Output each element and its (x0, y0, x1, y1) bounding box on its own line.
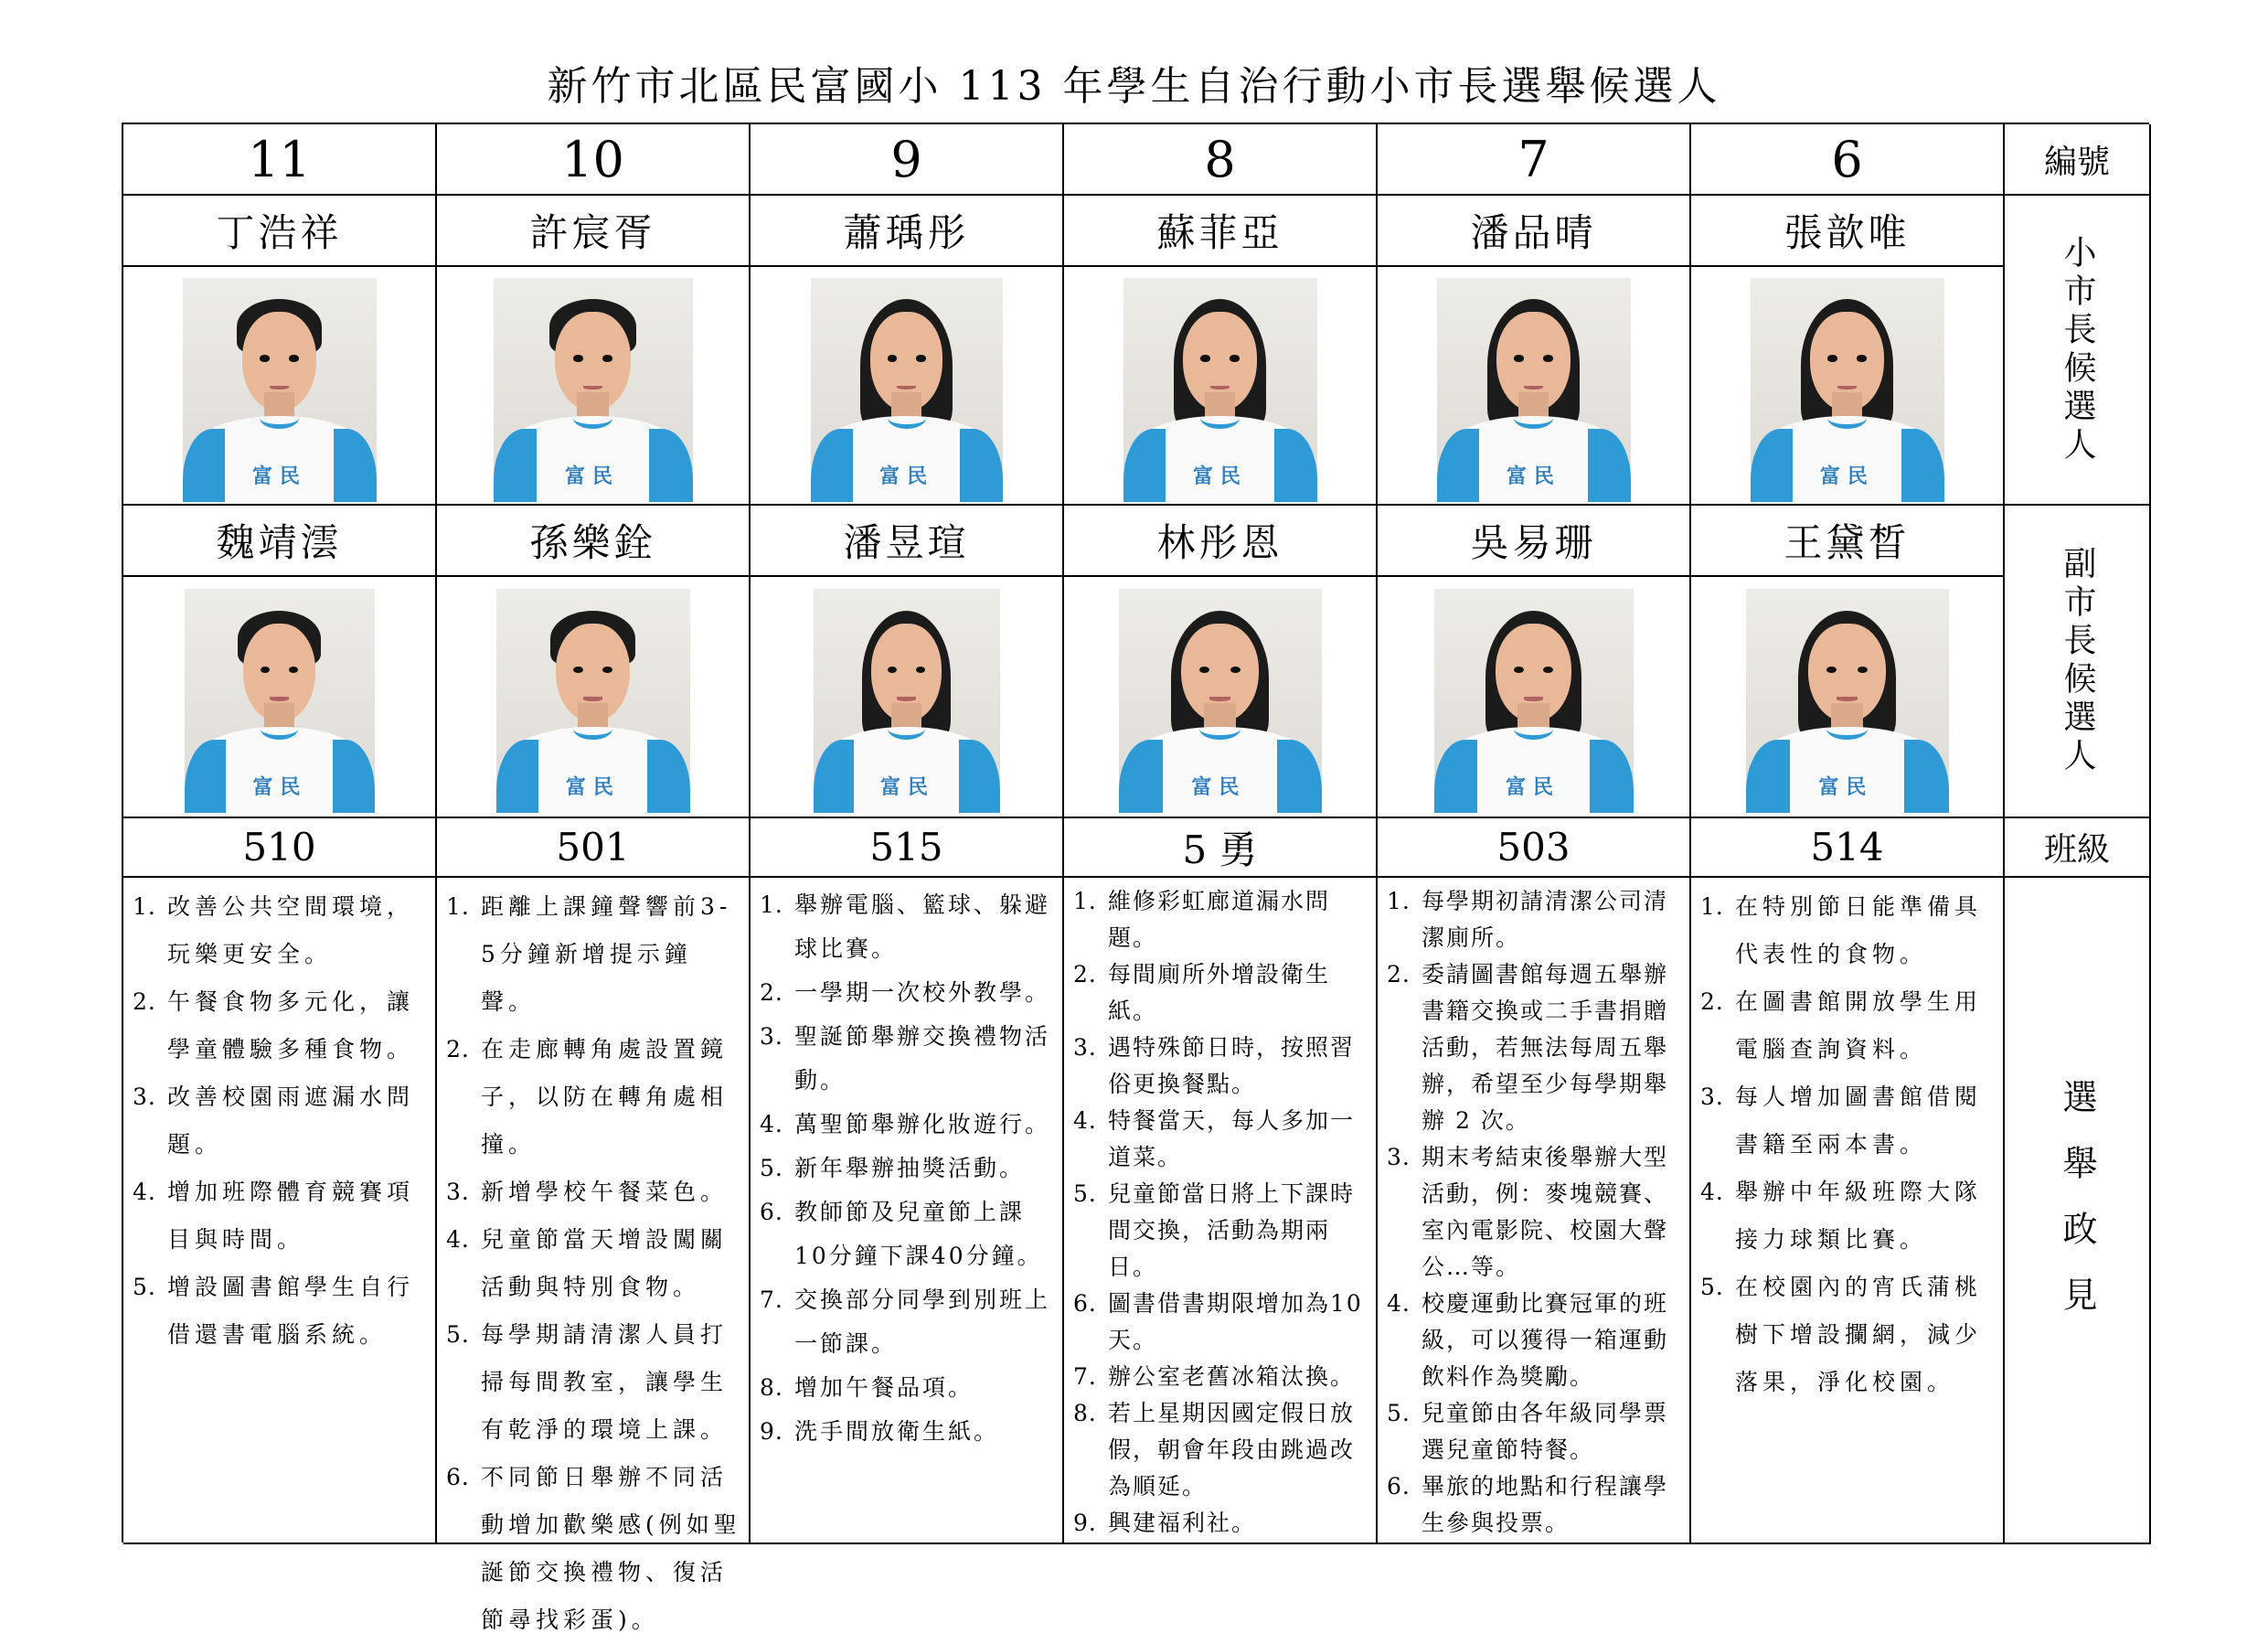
platform-item-number: 8. (760, 1374, 783, 1401)
platform-item-number: 4. (133, 1179, 156, 1205)
row-label-platform-text: 選舉政見 (2057, 1078, 2097, 1342)
mayor-name: 蕭瑀彤 (751, 196, 1064, 267)
platform-item-number: 3. (1700, 1084, 1724, 1110)
platform-item-number: 1. (760, 891, 783, 918)
class-value: 5 勇 (1064, 818, 1378, 878)
platform-item-text: 交換部分同學到別班上一節課。 (794, 1286, 1051, 1357)
platform-item-text: 在圖書館開放學生用電腦查詢資料。 (1735, 988, 1983, 1062)
platform-item-number: 6. (1073, 1290, 1097, 1317)
platform-item-number: 1. (446, 893, 470, 920)
mayor-photo-cell (1691, 267, 2005, 506)
platform-item-text: 增加午餐品項。 (794, 1374, 974, 1401)
class-value: 503 (1378, 818, 1691, 878)
vice-mayor-photo (814, 589, 1000, 805)
mayor-photo (1123, 278, 1317, 494)
platform-item (133, 1073, 428, 1169)
vice-mayor-name: 林彤恩 (1064, 506, 1378, 577)
platform-item-text: 畢旅的地點和行程讓學生參與投票。 (1421, 1473, 1669, 1536)
platform-item-number: 2. (1387, 961, 1411, 987)
mayor-name: 張歆唯 (1691, 196, 2005, 267)
platform-item-number: 4. (760, 1111, 783, 1137)
platform-list (133, 883, 428, 1359)
mayor-photo (494, 278, 693, 494)
platform-item-text: 兒童節當天增設闖關活動與特別食物。 (481, 1226, 729, 1300)
class-value: 514 (1691, 818, 2005, 878)
candidate-number: 9 (751, 124, 1064, 196)
platform-item (1700, 1169, 1996, 1264)
platform-item (133, 978, 428, 1073)
vice-mayor-photo-cell (1691, 577, 2005, 818)
platform-item (446, 1026, 741, 1169)
platform-item-number: 1. (1073, 888, 1097, 914)
vice-mayor-photo-cell (751, 577, 1064, 818)
platform-item-number: 6. (446, 1464, 470, 1490)
row-label-mayor (2005, 196, 2151, 506)
vice-mayor-name: 魏靖澐 (123, 506, 437, 577)
platform-item-text: 增加班際體育競賽項目與時間。 (167, 1179, 415, 1253)
shirt-logo: 富民 (1819, 464, 1875, 488)
platform-item (1073, 1505, 1368, 1542)
row-label-platform (2005, 878, 2151, 1544)
platform-item-text: 維修彩虹廊道漏水問題。 (1108, 888, 1331, 951)
platform-item-text: 改善公共空間環境，玩樂更安全。 (167, 893, 415, 967)
candidate-number: 8 (1064, 124, 1378, 196)
platform-item-number: 1. (1700, 893, 1724, 920)
platform-item (760, 1410, 1055, 1454)
platform-item-text: 每學期初請清潔公司清潔廁所。 (1421, 888, 1669, 951)
platform-item (1387, 1395, 1682, 1468)
platform-item (1387, 1468, 1682, 1542)
class-value: 501 (437, 818, 751, 878)
platform-item-number: 5. (760, 1155, 783, 1181)
shirt-logo: 富民 (1192, 464, 1248, 488)
vice-mayor-photo-cell (123, 577, 437, 818)
platform-item (1073, 1030, 1368, 1103)
platform-item (1073, 1176, 1368, 1286)
platform-item-text: 午餐食物多元化，讓學童體驗多種食物。 (167, 988, 415, 1062)
platform-item (1387, 1139, 1682, 1286)
mayor-photo-cell (437, 267, 751, 506)
candidate-table (122, 123, 2149, 1633)
platform-cell (1691, 878, 2005, 1544)
mayor-photo-cell (1378, 267, 1691, 506)
platform-item-text: 萬聖節舉辦化妝遊行。 (794, 1111, 1051, 1137)
vice-mayor-photo (1434, 589, 1634, 805)
platform-list (760, 883, 1055, 1454)
platform-item-text: 每間廁所外增設衛生紙。 (1108, 961, 1331, 1024)
platform-item-number: 6. (1387, 1473, 1411, 1500)
mayor-photo-cell (751, 267, 1064, 506)
platform-item (1387, 956, 1682, 1139)
row-label-mayor-text: 小市長候選人 (2059, 234, 2096, 465)
platform-cell (1064, 878, 1378, 1544)
platform-item (1700, 883, 1996, 978)
platform-item-text: 委請圖書館每週五舉辦書籍交換或二手書捐贈活動，若無法每周五舉辦，希望至少每學期舉辦 2 次。 (1421, 961, 1669, 1134)
platform-item-number: 2. (446, 1036, 470, 1062)
shirt-logo: 富民 (1191, 775, 1247, 800)
platform-item (446, 1169, 741, 1216)
mayor-photo-cell (123, 267, 437, 506)
class-value: 510 (123, 818, 437, 878)
candidate-number: 7 (1378, 124, 1691, 196)
mayor-photo-cell (1064, 267, 1378, 506)
platform-item-number: 2. (1700, 988, 1724, 1015)
platform-item-number: 3. (760, 1023, 783, 1050)
shirt-logo: 富民 (1506, 464, 1561, 488)
platform-list (1387, 883, 1682, 1542)
row-label-vice-mayor (2005, 506, 2151, 818)
platform-item-text: 改善校園雨遮漏水問題。 (167, 1084, 415, 1158)
platform-item-text: 舉辦電腦、籃球、躲避球比賽。 (794, 891, 1051, 962)
platform-item-number: 9. (1073, 1510, 1097, 1536)
platform-item (760, 883, 1055, 971)
platform-item-number: 7. (760, 1286, 783, 1313)
platform-item (446, 1311, 741, 1454)
vice-mayor-photo-cell (1378, 577, 1691, 818)
platform-item-text: 遇特殊節日時，按照習俗更換餐點。 (1108, 1034, 1356, 1097)
platform-item-number: 5. (446, 1321, 470, 1348)
vice-mayor-photo (1119, 589, 1322, 805)
row-label-class: 班級 (2005, 818, 2151, 878)
platform-item (133, 1169, 428, 1264)
platform-item-number: 4. (1387, 1290, 1411, 1317)
shirt-logo: 富民 (252, 775, 308, 800)
platform-item-text: 一學期一次校外教學。 (794, 979, 1051, 1006)
platform-item-text: 興建福利社。 (1108, 1510, 1257, 1536)
platform-item-number: 1. (1387, 888, 1411, 914)
platform-item-text: 圖書借書期限增加為10天。 (1108, 1290, 1363, 1353)
mayor-photo (183, 278, 377, 494)
platform-item (1073, 1359, 1368, 1395)
shirt-logo: 富民 (879, 775, 935, 800)
platform-item-number: 5. (133, 1274, 156, 1300)
platform-item-text: 在走廊轉角處設置鏡子，以防在轉角處相撞。 (481, 1036, 729, 1158)
vice-mayor-photo (185, 589, 375, 805)
shirt-logo: 富民 (879, 464, 935, 488)
platform-item (760, 1015, 1055, 1103)
platform-item-text: 新增學校午餐菜色。 (481, 1179, 729, 1205)
platform-item-text: 聖誕節舉辦交換禮物活動。 (794, 1023, 1051, 1094)
platform-item (760, 1103, 1055, 1147)
platform-item-number: 3. (1387, 1144, 1411, 1170)
platform-item-number: 5. (1700, 1274, 1724, 1300)
platform-item-number: 2. (1073, 961, 1097, 987)
platform-item (446, 883, 741, 1026)
platform-item-number: 1. (133, 893, 156, 920)
vice-mayor-name: 孫樂銓 (437, 506, 751, 577)
platform-item-text: 在校園內的宵氏蒲桃樹下增設攔網，減少落果，淨化校園。 (1735, 1274, 1983, 1395)
platform-item (446, 1454, 741, 1644)
platform-item-text: 兒童節由各年級同學票選兒童節特餐。 (1421, 1400, 1669, 1463)
platform-item-text: 每人增加圖書館借閱書籍至兩本書。 (1735, 1084, 1983, 1158)
platform-item-number: 3. (1073, 1034, 1097, 1061)
platform-item-number: 4. (1073, 1107, 1097, 1134)
platform-item-text: 舉辦中年級班際大隊接力球類比賽。 (1735, 1179, 1983, 1253)
mayor-name: 許宸胥 (437, 196, 751, 267)
platform-item (133, 1264, 428, 1359)
platform-list (446, 883, 741, 1644)
row-label-vice-mayor-text: 副市長候選人 (2059, 546, 2096, 776)
platform-item-number: 6. (760, 1199, 783, 1225)
platform-item-number: 9. (760, 1418, 783, 1445)
platform-item-number: 3. (133, 1084, 156, 1110)
vice-mayor-photo (496, 589, 690, 805)
platform-item-text: 新年舉辦抽獎活動。 (794, 1155, 1026, 1181)
platform-list (1700, 883, 1996, 1406)
platform-item-number: 3. (446, 1179, 470, 1205)
platform-item (1073, 1286, 1368, 1359)
platform-item-number: 4. (1700, 1179, 1724, 1205)
platform-item-number: 4. (446, 1226, 470, 1253)
shirt-logo: 富民 (565, 775, 621, 800)
platform-item-number: 2. (760, 979, 783, 1006)
platform-item-number: 5. (1073, 1180, 1097, 1207)
platform-item (760, 971, 1055, 1015)
candidate-number: 10 (437, 124, 751, 196)
candidate-number: 11 (123, 124, 437, 196)
platform-item (446, 1216, 741, 1311)
mayor-name: 丁浩祥 (123, 196, 437, 267)
page-title: 新竹市北區民富國小 113 年學生自治行動小市長選舉候選人 (547, 63, 1721, 110)
platform-item (760, 1366, 1055, 1410)
platform-item-text: 每學期請清潔人員打掃每間教室，讓學生有乾淨的環境上課。 (481, 1321, 729, 1443)
shirt-logo: 富民 (564, 464, 620, 488)
platform-cell (437, 878, 751, 1633)
platform-item-text: 期末考結束後舉辦大型活動，例：麥塊競賽、室內電影院、校園大聲公…等。 (1421, 1144, 1669, 1280)
platform-cell (1378, 878, 1691, 1544)
vice-mayor-name: 王黛晳 (1691, 506, 2005, 577)
platform-item (1700, 978, 1996, 1073)
platform-item (1387, 883, 1682, 956)
platform-item (1700, 1264, 1996, 1406)
platform-item-number: 7. (1073, 1363, 1097, 1390)
vice-mayor-photo-cell (437, 577, 751, 818)
platform-item-text: 距離上課鐘聲響前3-5分鐘新增提示鐘聲。 (481, 893, 732, 1015)
platform-item (1073, 956, 1368, 1030)
mayor-name: 蘇菲亞 (1064, 196, 1378, 267)
platform-item-text: 在特別節日能準備具代表性的食物。 (1735, 893, 1983, 967)
platform-item-text: 教師節及兒童節上課10分鐘下課40分鐘。 (794, 1199, 1043, 1269)
platform-cell (123, 878, 437, 1544)
platform-item-number: 2. (133, 988, 156, 1015)
platform-item-number: 8. (1073, 1400, 1097, 1426)
class-value: 515 (751, 818, 1064, 878)
platform-item-text: 特餐當天，每人多加一道菜。 (1108, 1107, 1356, 1170)
platform-item (1387, 1286, 1682, 1395)
platform-item-text: 洗手間放衛生紙。 (794, 1418, 1000, 1445)
platform-item (133, 883, 428, 978)
platform-item-number: 5. (1387, 1400, 1411, 1426)
vice-mayor-photo (1746, 589, 1949, 805)
candidate-number: 6 (1691, 124, 2005, 196)
platform-item-text: 增設圖書館學生自行借還書電腦系統。 (167, 1274, 415, 1348)
platform-cell (751, 878, 1064, 1544)
platform-item (1700, 1073, 1996, 1169)
vice-mayor-name: 吳易珊 (1378, 506, 1691, 577)
platform-item (760, 1278, 1055, 1366)
platform-item-text: 若上星期因國定假日放假，朝會年段由跳過改為順延。 (1108, 1400, 1356, 1500)
platform-item (1073, 883, 1368, 956)
platform-item-text: 不同節日舉辦不同活動增加歡樂感(例如聖誕節交換禮物、復活節尋找彩蛋)。 (481, 1464, 741, 1633)
vice-mayor-name: 潘昱瑄 (751, 506, 1064, 577)
shirt-logo: 富民 (1818, 775, 1874, 800)
shirt-logo: 富民 (251, 464, 307, 488)
mayor-photo (811, 278, 1003, 494)
platform-item (760, 1190, 1055, 1278)
row-label-number: 編號 (2005, 124, 2151, 196)
platform-item (1073, 1395, 1368, 1505)
mayor-photo (1437, 278, 1631, 494)
mayor-photo (1751, 278, 1944, 494)
platform-item-text: 校慶運動比賽冠軍的班級，可以獲得一箱運動飲料作為獎勵。 (1421, 1290, 1669, 1390)
mayor-name: 潘品晴 (1378, 196, 1691, 267)
platform-item (1073, 1103, 1368, 1176)
shirt-logo: 富民 (1505, 775, 1560, 800)
platform-list (1073, 883, 1368, 1542)
vice-mayor-photo-cell (1064, 577, 1378, 818)
platform-item (760, 1147, 1055, 1190)
platform-item-text: 兒童節當日將上下課時間交換，活動為期兩日。 (1108, 1180, 1356, 1280)
platform-item-text: 辦公室老舊冰箱汰換。 (1108, 1363, 1356, 1390)
